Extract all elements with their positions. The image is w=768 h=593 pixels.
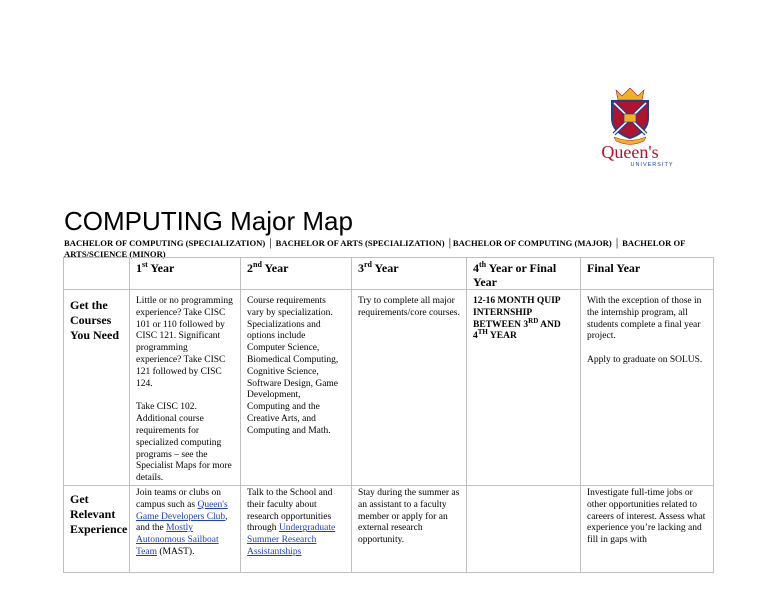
courses-year-3: Try to complete all major requirements/core courses.: [352, 290, 467, 486]
queens-university-logo: [578, 88, 682, 168]
courses-row: [64, 290, 714, 486]
brand-university-text: UNIVERSITY: [630, 162, 674, 168]
page-title: COMPUTING Major Map: [64, 206, 353, 236]
header-year-4: 4th Year or Final Year: [467, 258, 581, 290]
header-year-1: 1st Year: [130, 258, 241, 290]
experience-year-3: Stay during the summer as an assistant to a faculty member or apply for an external research opportunity.: [352, 485, 467, 572]
courses-final-year: With the exception of those in the internship program, all students complete a final year project. Apply to graduate on SOLUS.: [581, 290, 714, 486]
experience-year-2: Talk to the School and their faculty about research opportunities through Undergraduate Summer Research Assistantships: [241, 485, 352, 572]
crest-icon: [578, 88, 682, 168]
experience-year-4: [467, 485, 581, 572]
header-empty-cell: [64, 258, 130, 290]
courses-year-1: Little or no programming experience? Take CISC 101 or 110 followed by CISC 121. Significant programming experience? Take CISC 121 followed by CISC 124. Take CISC 102. Additional course requirements for specialized computing programs – see the Specialist Maps for more details.: [130, 290, 241, 486]
program-subtitle: BACHELOR OF COMPUTING (SPECIALIZATION) │ BACHELOR OF ARTS (SPECIALIZATION) │BACHELOR OF COMPUTING (MAJOR) │ BACHELOR OF ARTS/SCIENCE (MINOR): [64, 238, 686, 259]
experience-year-1: Join teams or clubs on campus such as Queen's Game Developers Club, and the Mostly Autonomous Sailboat Team (MAST).: [130, 485, 241, 572]
brand-name-text: Queen's: [601, 142, 659, 162]
courses-year-2: Course requirements vary by specialization. Specializations and options include Computer Science, Biomedical Computing, Cognitive Science, Software Design, Game Development, Computing and the Creative Arts, and Computing and Math.: [241, 290, 352, 486]
header-year-3: 3rd Year: [352, 258, 467, 290]
courses-year-4: 12-16 MONTH QUIP INTERNSHIP BETWEEN 3RD AND 4TH YEAR: [467, 290, 581, 486]
row-label-experience: Get Relevant Experience: [64, 485, 130, 572]
experience-final-year: Investigate full-time jobs or other opportunities related to careers of interest. Assess what experience you’re lacking and fill in gaps with: [581, 485, 714, 572]
sailboat-team-link[interactable]: Mostly Autonomous Sailboat Team: [136, 523, 219, 557]
experience-row: [64, 485, 714, 572]
row-label-courses: Get the Courses You Need: [64, 290, 130, 486]
research-assistantships-link[interactable]: Undergraduate Summer Research Assistantships: [247, 523, 336, 557]
header-row: [64, 258, 714, 290]
header-year-2: 2nd Year: [241, 258, 352, 290]
header-final-year: Final Year: [581, 258, 714, 290]
game-developers-club-link[interactable]: Queen's Game Developers Club: [136, 499, 228, 522]
major-map-table: [63, 257, 714, 573]
